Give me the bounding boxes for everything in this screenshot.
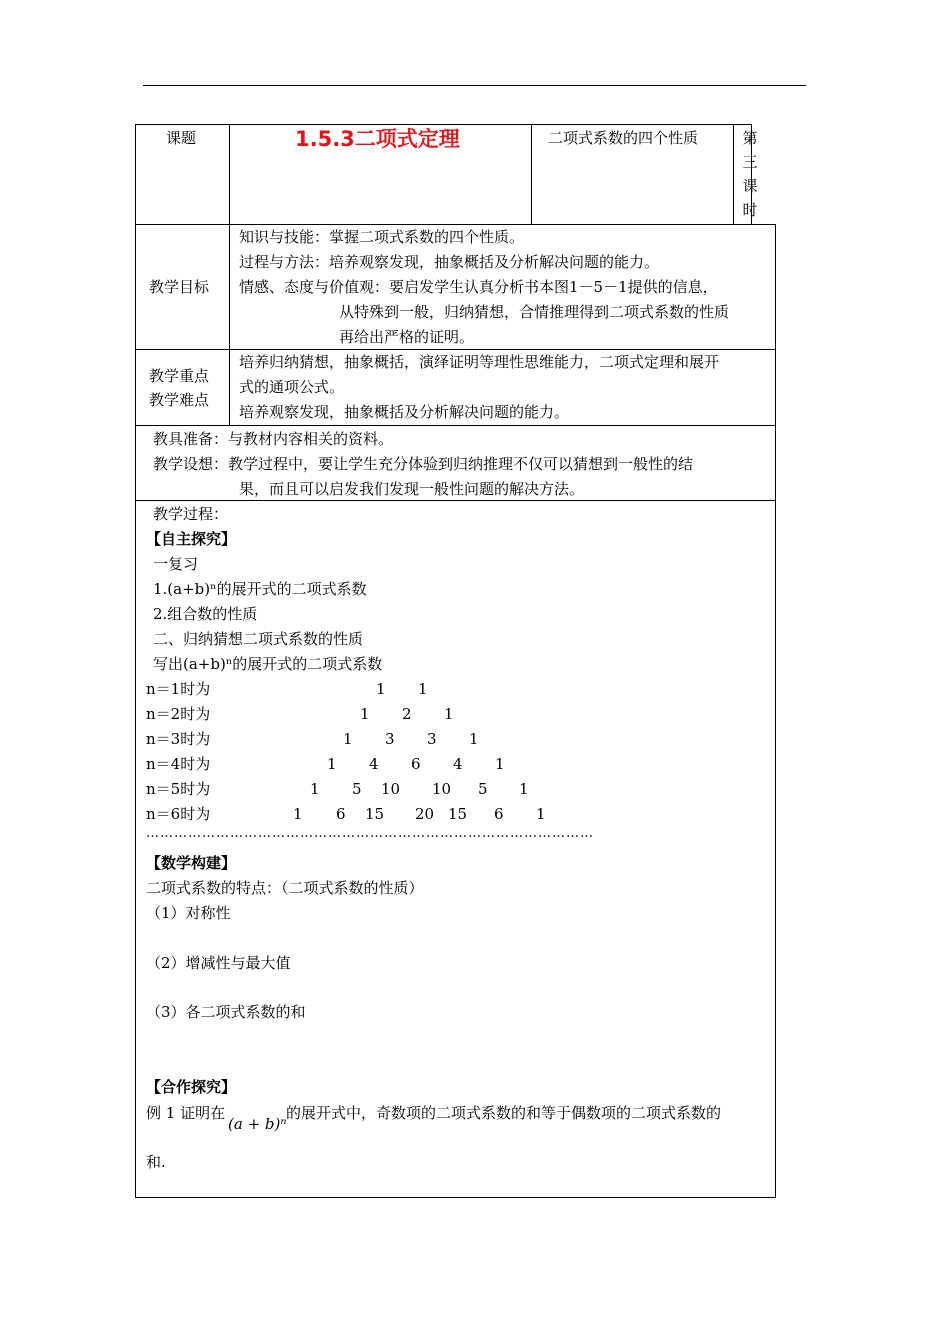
subtitle: 二项式系数的四个性质 <box>548 129 699 147</box>
coefficient: 2 <box>402 705 412 723</box>
course-label: 课题 <box>166 129 197 147</box>
property-item: （1）对称性 <box>146 904 231 922</box>
coefficient: 1 <box>343 730 353 748</box>
table-line <box>229 124 230 426</box>
coefficient: 10 <box>432 780 452 798</box>
lesson-char: 三 <box>742 153 758 171</box>
top-rule <box>143 85 806 86</box>
section-heading: 【自主探究】 <box>146 530 237 548</box>
table-line <box>135 425 776 426</box>
features-text: 二项式系数的特点：（二项式系数的性质） <box>146 879 424 897</box>
lesson-number <box>740 126 760 222</box>
coefficient: 1 <box>444 705 454 723</box>
coefficient: 15 <box>365 805 385 823</box>
property-item: （2）增减性与最大值 <box>146 954 291 972</box>
coefficient: 6 <box>336 805 346 823</box>
dotted-separator: …………………………………………………………………………………… <box>146 826 594 841</box>
prep-line: 教学设想：教学过程中，要让学生充分体验到归纳推理不仅可以猜想到一般性的结 <box>153 455 694 473</box>
coefficient: 1 <box>376 680 386 698</box>
table-line <box>135 500 776 501</box>
difficulty-label: 教学难点 <box>149 391 210 409</box>
review-item: 2.组合数的性质 <box>153 605 258 623</box>
part-heading: 二、归纳猜想二项式系数的性质 <box>153 630 364 648</box>
prep-line: 教具准备：与教材内容相关的资料。 <box>153 430 394 448</box>
coefficient: 20 <box>415 805 435 823</box>
property-item: （3）各二项式系数的和 <box>146 1003 306 1021</box>
coefficient: 1 <box>327 755 337 773</box>
coefficient: 15 <box>448 805 468 823</box>
coefficient: 10 <box>381 780 401 798</box>
row-label: n＝6时为 <box>146 805 211 823</box>
coefficient: 1 <box>360 705 370 723</box>
table-line <box>531 124 532 225</box>
example-text: 的展开式中，奇数项的二项式系数的和等于偶数项的二项式系数的 <box>286 1104 722 1122</box>
coefficient: 1 <box>495 755 505 773</box>
coefficient: 5 <box>352 780 362 798</box>
example-formula: (a + b)ⁿ <box>228 1115 287 1133</box>
lesson-char: 第 <box>742 129 758 147</box>
focus-line: 式的通项公式。 <box>239 378 345 396</box>
section-heading: 【数学构建】 <box>146 854 237 872</box>
prep-line: 果，而且可以启发我们发现一般性问题的解决方法。 <box>239 480 585 498</box>
review-label: 一复习 <box>153 555 199 573</box>
coefficient: 1 <box>310 780 320 798</box>
table-line <box>733 124 734 225</box>
coefficient: 5 <box>478 780 488 798</box>
objective-line: 知识与技能：掌握二项式系数的四个性质。 <box>239 228 525 246</box>
review-item: 1.(a+b)ⁿ的展开式的二项式系数 <box>153 580 367 598</box>
page-title: 1.5.3二项式定理 <box>295 127 460 151</box>
lesson-char: 课 <box>742 177 758 195</box>
row-label: n＝5时为 <box>146 780 211 798</box>
example-end: 和. <box>146 1153 166 1171</box>
coefficient: 1 <box>293 805 303 823</box>
lesson-char: 时 <box>742 201 758 219</box>
section-heading: 【合作探究】 <box>146 1078 237 1096</box>
focus-label: 教学重点 <box>149 367 210 385</box>
coefficient: 1 <box>418 680 428 698</box>
coefficient: 4 <box>453 755 463 773</box>
coefficient: 6 <box>494 805 504 823</box>
instruction: 写出(a+b)ⁿ的展开式的二项式系数 <box>153 655 383 673</box>
focus-line: 培养归纳猜想，抽象概括，演绎证明等理性思维能力，二项式定理和展开 <box>239 353 720 371</box>
objective-line: 情感、态度与价值观：要启发学生认真分析书本图1－5－1提供的信息， <box>239 278 718 296</box>
process-heading: 教学过程： <box>153 505 229 523</box>
coefficient: 1 <box>519 780 529 798</box>
row-label: n＝1时为 <box>146 680 211 698</box>
coefficient: 1 <box>469 730 479 748</box>
row-label: n＝4时为 <box>146 755 211 773</box>
coefficient: 3 <box>385 730 395 748</box>
objectives-label: 教学目标 <box>149 278 210 296</box>
row-label: n＝3时为 <box>146 730 211 748</box>
table-line <box>775 224 776 1198</box>
table-line <box>135 124 136 1198</box>
table-line <box>135 124 752 125</box>
objective-line: 过程与方法：培养观察发现，抽象概括及分析解决问题的能力。 <box>239 253 660 271</box>
coefficient: 3 <box>427 730 437 748</box>
objective-line: 从特殊到一般，归纳猜想，合情推理得到二项式系数的性质 <box>339 303 730 321</box>
example-prefix: 例 1 证明在 <box>146 1104 226 1122</box>
coefficient: 1 <box>536 805 546 823</box>
table-line <box>135 224 776 225</box>
table-line <box>135 1197 776 1198</box>
row-label: n＝2时为 <box>146 705 211 723</box>
focus-line: 培养观察发现，抽象概括及分析解决问题的能力。 <box>239 403 570 421</box>
objective-line: 再给出严格的证明。 <box>339 328 475 346</box>
table-line <box>135 349 776 350</box>
coefficient: 4 <box>369 755 379 773</box>
coefficient: 6 <box>411 755 421 773</box>
